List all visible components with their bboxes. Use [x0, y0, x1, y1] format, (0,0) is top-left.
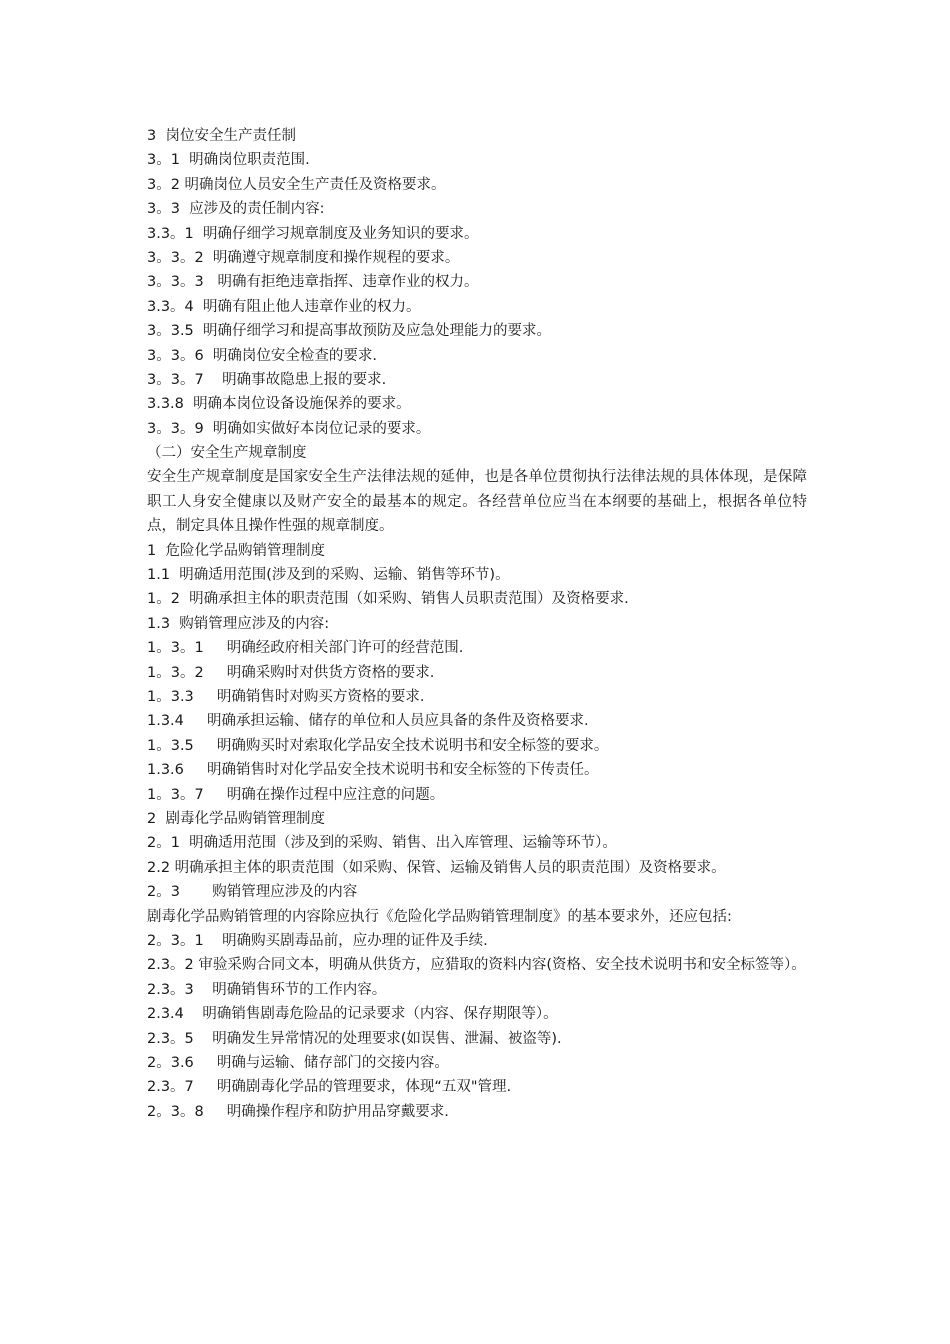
- text-line: 3。3。2 明确遵守规章制度和操作规程的要求。: [147, 249, 460, 266]
- text-line: 1.3.6 明确销售时对化学品安全技术说明书和安全标签的下传责任。: [147, 762, 599, 779]
- paragraph: 2.3。2 审验采购合同文本，明确从供货方，应猎取的资料内容(资格、安全技术说明书和安全标签等）。: [147, 957, 806, 974]
- section-heading: 1 危险化学品购销管理制度: [147, 542, 325, 559]
- text-line: 1。2 明确承担主体的职责范围（如采购、销售人员职责范围）及资格要求.: [147, 591, 629, 608]
- text-line: 2。1 明确适用范围（涉及到的采购、销售、出入库管理、运输等环节）。: [147, 835, 617, 852]
- text-line: 3。3。7 明确事故隐患上报的要求.: [147, 371, 387, 388]
- text-line: 1。3。1 明确经政府相关部门许可的经营范围.: [147, 640, 464, 657]
- text-line: 1。3。2 明确采购时对供货方资格的要求.: [147, 664, 435, 681]
- text-line: 1。3.5 明确购买时对索取化学品安全技术说明书和安全标签的要求。: [147, 737, 609, 754]
- text-line: 3。2 明确岗位人员安全生产责任及资格要求。: [147, 176, 446, 193]
- document-body: [147, 124, 807, 1124]
- text-line: 3.3。1 明确仔细学习规章制度及业务知识的要求。: [147, 225, 479, 242]
- paragraph: 安全生产规章制度是国家安全生产法律法规的延伸，也是各单位贯彻执行法律法规的具体体现，是保障职工人身安全健康以及财产安全的最基本的规定。各经营单位应当在本纲要的基础上，根据各单位特点，制定具体且操作性强的规章制度。: [147, 469, 807, 535]
- text-line: 3。3.5 明确仔细学习和提高事故预防及应急处理能力的要求。: [147, 323, 552, 340]
- text-line: 2。3.6 明确与运输、储存部门的交接内容。: [147, 1054, 449, 1071]
- text-line: 2.3。7 明确剧毒化学品的管理要求，体现“五双"管理.: [147, 1079, 512, 1096]
- text-line: 3。3。6 明确岗位安全检查的要求.: [147, 347, 378, 364]
- text-line: 3。1 明确岗位职责范围.: [147, 152, 310, 169]
- section-heading: （二）安全生产规章制度: [147, 445, 307, 462]
- text-line: 2。3 购销管理应涉及的内容: [147, 884, 358, 901]
- text-line: 2.3.4 明确销售剧毒危险品的记录要求（内容、保存期限等）。: [147, 1006, 558, 1023]
- text-line: 3。3 应涉及的责任制内容:: [147, 201, 325, 218]
- paragraph: 2.2 明确承担主体的职责范围（如采购、保管、运输及销售人员的职责范围）及资格要求。: [147, 859, 726, 876]
- text-line: 2.3。3 明确销售环节的工作内容。: [147, 981, 387, 998]
- text-line: 1.1 明确适用范围(涉及到的采购、运输、销售等环节)。: [147, 567, 510, 584]
- text-line: 1。3。7 明确在操作过程中应注意的问题。: [147, 786, 445, 803]
- text-line: 3.3。4 明确有阻止他人违章作业的权力。: [147, 298, 421, 315]
- text-line: 1。3.3 明确销售时对购买方资格的要求.: [147, 689, 425, 706]
- text-line: 2.3。5 明确发生异常情况的处理要求(如误售、泄漏、被盗等).: [147, 1030, 562, 1047]
- paragraph: 剧毒化学品购销管理的内容除应执行《危险化学品购销管理制度》的基本要求外，还应包括:: [147, 908, 732, 925]
- text-line: 3。3。9 明确如实做好本岗位记录的要求。: [147, 420, 431, 437]
- text-line: 3.3.8 明确本岗位设备设施保养的要求。: [147, 396, 411, 413]
- text-line: 1.3.4 明确承担运输、储存的单位和人员应具备的条件及资格要求.: [147, 713, 589, 730]
- text-line: 2。3。8 明确操作程序和防护用品穿戴要求.: [147, 1103, 449, 1120]
- text-line: 2。3。1 明确购买剧毒品前，应办理的证件及手续.: [147, 932, 488, 949]
- section-heading: 2 剧毒化学品购销管理制度: [147, 810, 325, 827]
- text-line: 3。3。3 明确有拒绝违章指挥、违章作业的权力。: [147, 274, 479, 291]
- text-line: 1.3 购销管理应涉及的内容:: [147, 615, 330, 632]
- text-line: 3 岗位安全生产责任制: [147, 128, 296, 144]
